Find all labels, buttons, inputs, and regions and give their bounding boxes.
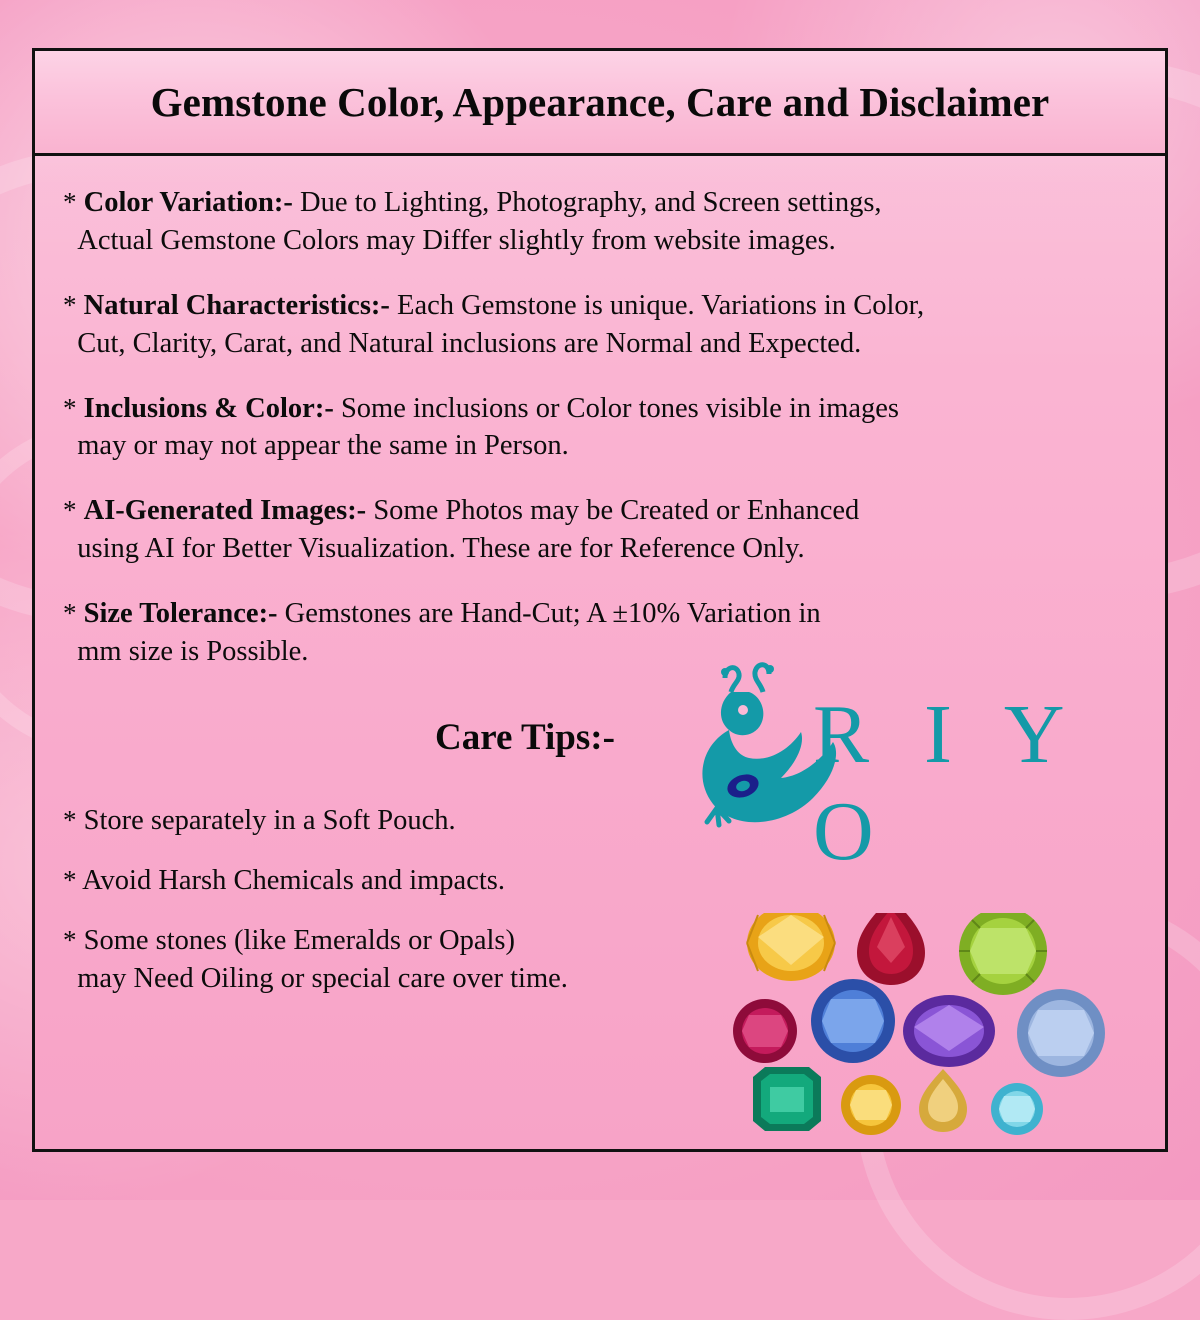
brand-name: R I Y O xyxy=(813,687,1079,878)
list-item-text-line2: mm size is Possible. xyxy=(77,636,309,668)
bullet-star: * xyxy=(63,495,77,526)
list-item-lead: Color Variation:- xyxy=(83,187,293,218)
gemstone-cluster-icon xyxy=(731,913,1151,1143)
list-item xyxy=(63,390,1135,466)
list-item-text: Gemstones are Hand-Cut; A ±10% Variation in xyxy=(277,598,821,630)
list-item-text-line2: Cut, Clarity, Carat, and Natural inclusions are Normal and Expected. xyxy=(77,327,862,359)
title-bar xyxy=(35,51,1165,156)
list-item-text: Some Photos may be Created or Enhanced xyxy=(366,495,860,527)
disclaimer-card xyxy=(32,48,1168,1152)
list-item-lead: Natural Characteristics:- xyxy=(83,289,390,321)
list-item xyxy=(63,184,1135,260)
list-item-lead: Size Tolerance:- xyxy=(83,598,278,630)
care-tips-heading: Care Tips:- xyxy=(435,716,615,758)
list-item-text-line2: Actual Gemstone Colors may Differ slightly from website images. xyxy=(77,224,836,256)
list-item-text: Store separately in a Soft Pouch. xyxy=(83,804,456,836)
bullet-star: * xyxy=(63,804,77,835)
list-item-text: Some stones (like Emeralds or Opals) xyxy=(83,924,515,956)
list-item-lead: Inclusions & Color:- xyxy=(83,392,334,424)
list-item-text: Each Gemstone is unique. Variations in Color, xyxy=(389,289,925,321)
bullet-star: * xyxy=(63,924,77,955)
bullet-star: * xyxy=(63,598,77,629)
card-body xyxy=(35,156,1165,997)
page-title: Gemstone Color, Appearance, Care and Disclaimer xyxy=(150,79,1050,125)
list-item-text-line2: may or may not appear the same in Person. xyxy=(77,430,569,462)
list-item-text-line2: using AI for Better Visualization. These are for Reference Only. xyxy=(77,533,805,565)
bullet-star: * xyxy=(63,187,77,217)
list-item-text: Due to Lighting, Photography, and Screen settings, xyxy=(292,187,882,218)
list-item xyxy=(63,492,1135,568)
list-item-text: Some inclusions or Color tones visible in images xyxy=(333,392,900,424)
bullet-star: * xyxy=(63,864,77,895)
list-item xyxy=(63,287,1135,363)
bullet-star: * xyxy=(63,289,77,320)
brand-logo xyxy=(673,658,1193,878)
list-item-text: Avoid Harsh Chemicals and impacts. xyxy=(82,864,505,896)
list-item-lead: AI-Generated Images:- xyxy=(83,495,367,527)
list-item-text-line2: may Need Oiling or special care over time. xyxy=(77,962,568,994)
bullet-star: * xyxy=(63,392,77,423)
